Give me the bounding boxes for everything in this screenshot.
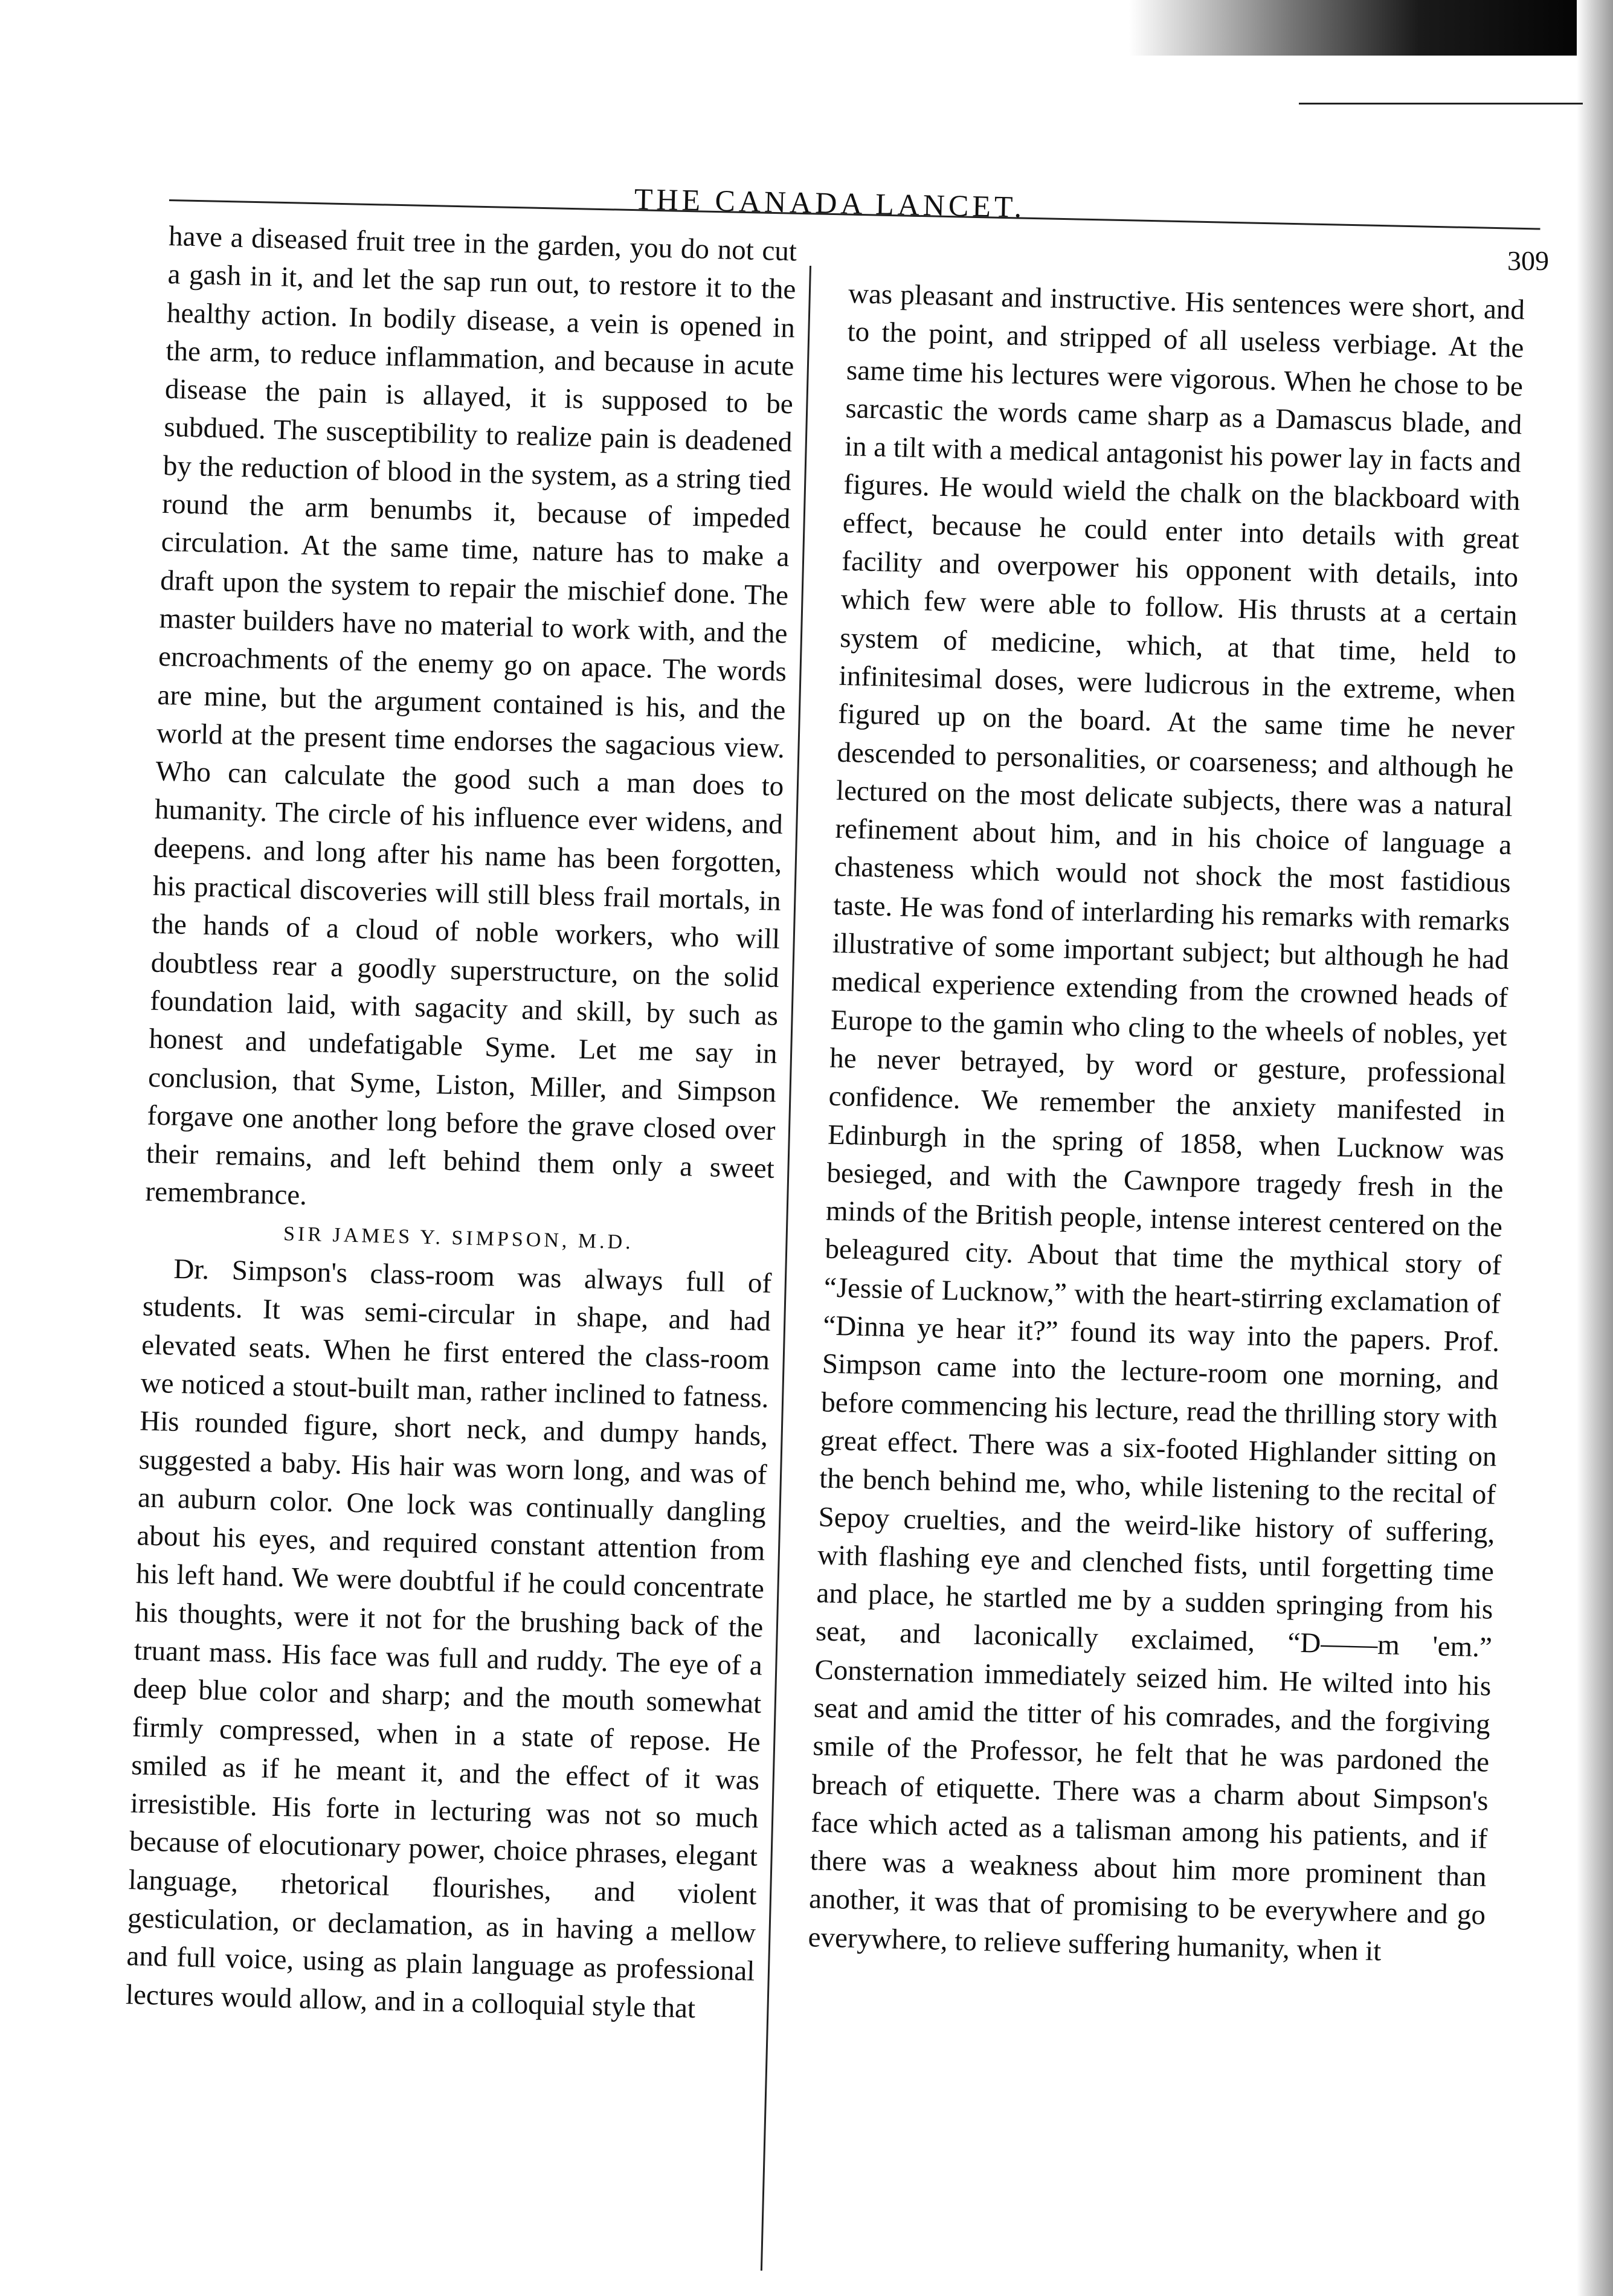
left-column [125, 217, 797, 2029]
top-rule [1299, 103, 1583, 105]
page-number: 309 [1507, 245, 1549, 276]
right-column [808, 275, 1525, 1973]
scan-edge-right [1577, 0, 1613, 2296]
left-paragraph-2: Dr. Simpson's class-room was always full of students. It was semi-circular in shape, and had elevated seats. When he first entered the class-room we noticed a stout-built man, rather inclined to fatness. His rounded figure, short neck, and dumpy hands, suggested a baby. His hair was worn long, and was of an auburn color. One lock was continually dangling about his eyes, and required constant attention from his left hand. We were doubtful if he could concentrate his thoughts, were it not for the brushing back of the truant mass. His face was full and ruddy. The eye of a deep blue color and sharp; and the mouth somewhat firmly compressed, when in a state of repose. He smiled as if he meant it, and the effect of it was irresistible. His forte in lecturing was not so much because of elocutionary power, choice phrases, elegant language, rhetorical flourishes, and violent gesticulation, or declamation, as in having a mellow and full voice, using as plain language as professional lectures would allow, and in a colloquial style that [125, 1253, 772, 2024]
right-paragraph-1: was pleasant and instructive. His sentences were short, and to the point, and stripped of all useless verbiage. At the same time his lectures were vigorous. When he chose to be sarcastic the words came sharp as a Damascus blade, and in a tilt with a medical antagonist his power lay in facts and figures. He would wield the chalk on the blackboard with effect, because he could enter into details with great facility and overpower his opponent with details, into which few were able to follow. His thrusts at a certain system of medicine, which, at that time, held to infinitesimal doses, were ludicrous in the extreme, when figured up on the board. At the same time he never descended to personalities, or coarseness; and although he lectured on the most delicate subjects, there was a natural refinement about him, and in his choice of language a chasteness which would not shock the most fastidious taste. He was fond of interlarding his remarks with remarks illustrative of some important subject; but although he had medical experience extending from the crowned heads of Europe to the gamin who cling to the wheels of nobles, yet he never betrayed, by word or gesture, professional confidence. We remember the anxiety manifested in Edinburgh in the spring of 1858, when Lucknow was besieged, and with the Cawnpore tragedy fresh in the minds of the British people, intense interest centered on the beleagured city. About that time the mythical story of “Jessie of Lucknow,” with the heart-stirring exclamation of “Dinna ye hear it?” found its way into the papers. Prof. Simpson came into the lecture-room one morning, and before commencing his lecture, read the thrilling story with great effect. There was a six-footed Highlander sitting on the bench behind me, who, while listening to the recital of Sepoy cruelties, and the weird-like history of suffering, with flashing eye and clenched fists, until forgetting time and place, he startled me by a sudden springing from his seat, and laconically exclaimed, “D——m 'em.” Consternation immediately seized him. He wilted into his seat and amid the titter of his comrades, and the forgiving smile of the Professor, he felt that he was pardoned the breach of etiquette. There was a charm about Simpson's face which acted as a talisman among his patients, and if there was a weakness about him more prominent than another, it was that of promising to be everywhere and go everywhere, to relieve suffering humanity, when it [808, 277, 1525, 1967]
section-heading: SIR JAMES Y. SIMPSON, M.D. [283, 1222, 634, 1253]
scan-edge-top [0, 0, 1613, 56]
left-paragraph-1: have a diseased fruit tree in the garden, you do not cut a gash in it, and let the sap run out, to restore it to the healthy action. In bodily disease, a vein is opened in the arm, to reduce inflammation, and because in acute disease the pain is allayed, it is supposed to be subdued. The susceptibility to realize pain is deadened by the reduction of blood in the system, as a string tied round the arm benumbs it, because of impeded circulation. At the same time, nature has to make a draft upon the system to repair the mischief done. The master builders have no material to work with, and the encroachments of the enemy go on apace. The words are mine, but the argument contained is his, and the world at the present time endorses the sagacious view. Who can calculate the good such a man does to humanity. The circle of his influence ever widens, and deepens. and long after his name has been forgotten, his practical discoveries will still bless frail mortals, in the hands of a cloud of noble workers, who will doubtless rear a goodly superstructure, on the solid foundation laid, with sagacity and skill, by such as honest and undefatigable Syme. Let me say in conclusion, that Syme, Liston, Miller, and Simpson forgave one another long before the grave closed over their remains, and left behind them only a sweet remembrance. [144, 220, 797, 1212]
running-header: THE CANADA LANCET. [634, 182, 1026, 224]
